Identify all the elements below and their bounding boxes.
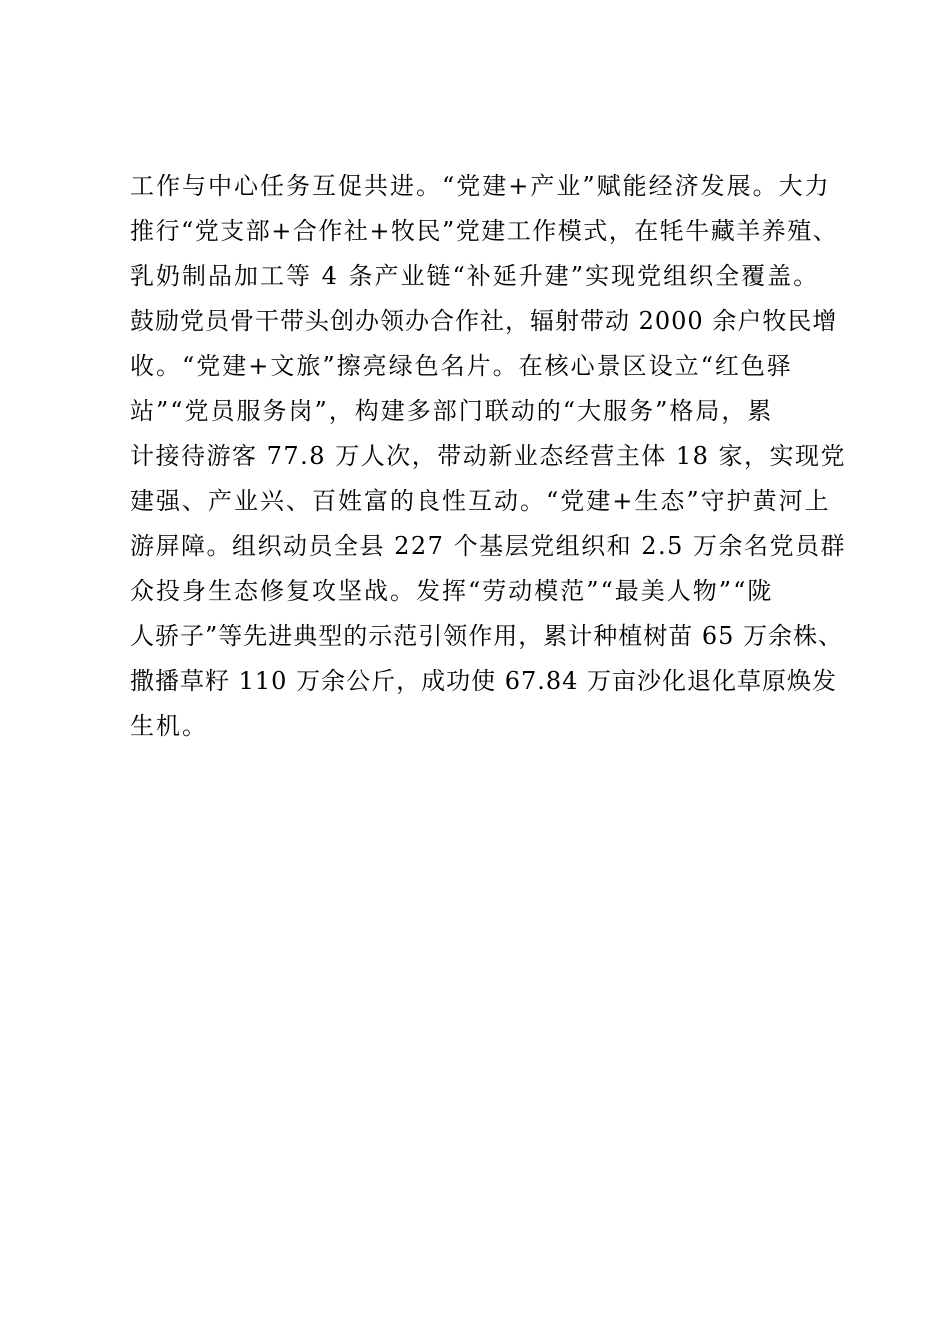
paragraph-line: 众投身生态修复攻坚战。发挥“劳动模范”“最美人物”“陇	[130, 577, 774, 605]
paragraph-line: 建强、产业兴、百姓富的良性互动。“党建+生态”守护黄河上	[130, 487, 831, 515]
paragraph-line: 推行“党支部+合作社+牧民”党建工作模式，在牦牛藏羊养殖、	[130, 217, 839, 245]
paragraph-line: 收。“党建+文旅”擦亮绿色名片。在核心景区设立“红色驿	[130, 352, 793, 380]
paragraph-line: 鼓励党员骨干带头创办领办合作社，辐射带动 2000 余户牧民增	[130, 307, 838, 335]
paragraph-line: 人骄子”等先进典型的示范引领作用，累计种植树苗 65 万余株、	[130, 622, 844, 650]
paragraph-line: 工作与中心任务互促共进。“党建+产业”赋能经济发展。大力	[130, 172, 831, 200]
paragraph-line: 游屏障。组织动员全县 227 个基层党组织和 2.5 万余名党员群	[130, 532, 846, 560]
paragraph-line: 撒播草籽 110 万余公斤，成功使 67.84 万亩沙化退化草原焕发	[130, 667, 838, 695]
paragraph-line: 计接待游客 77.8 万人次，带动新业态经营主体 18 家，实现党	[130, 442, 846, 470]
paragraph-line: 生机。	[130, 712, 208, 740]
paragraph-line: 乳奶制品加工等 4 条产业链“补延升建”实现党组织全覆盖。	[130, 262, 820, 290]
paragraph-line: 站”“党员服务岗”，构建多部门联动的“大服务”格局，累	[130, 397, 774, 425]
body-paragraph	[130, 164, 850, 749]
